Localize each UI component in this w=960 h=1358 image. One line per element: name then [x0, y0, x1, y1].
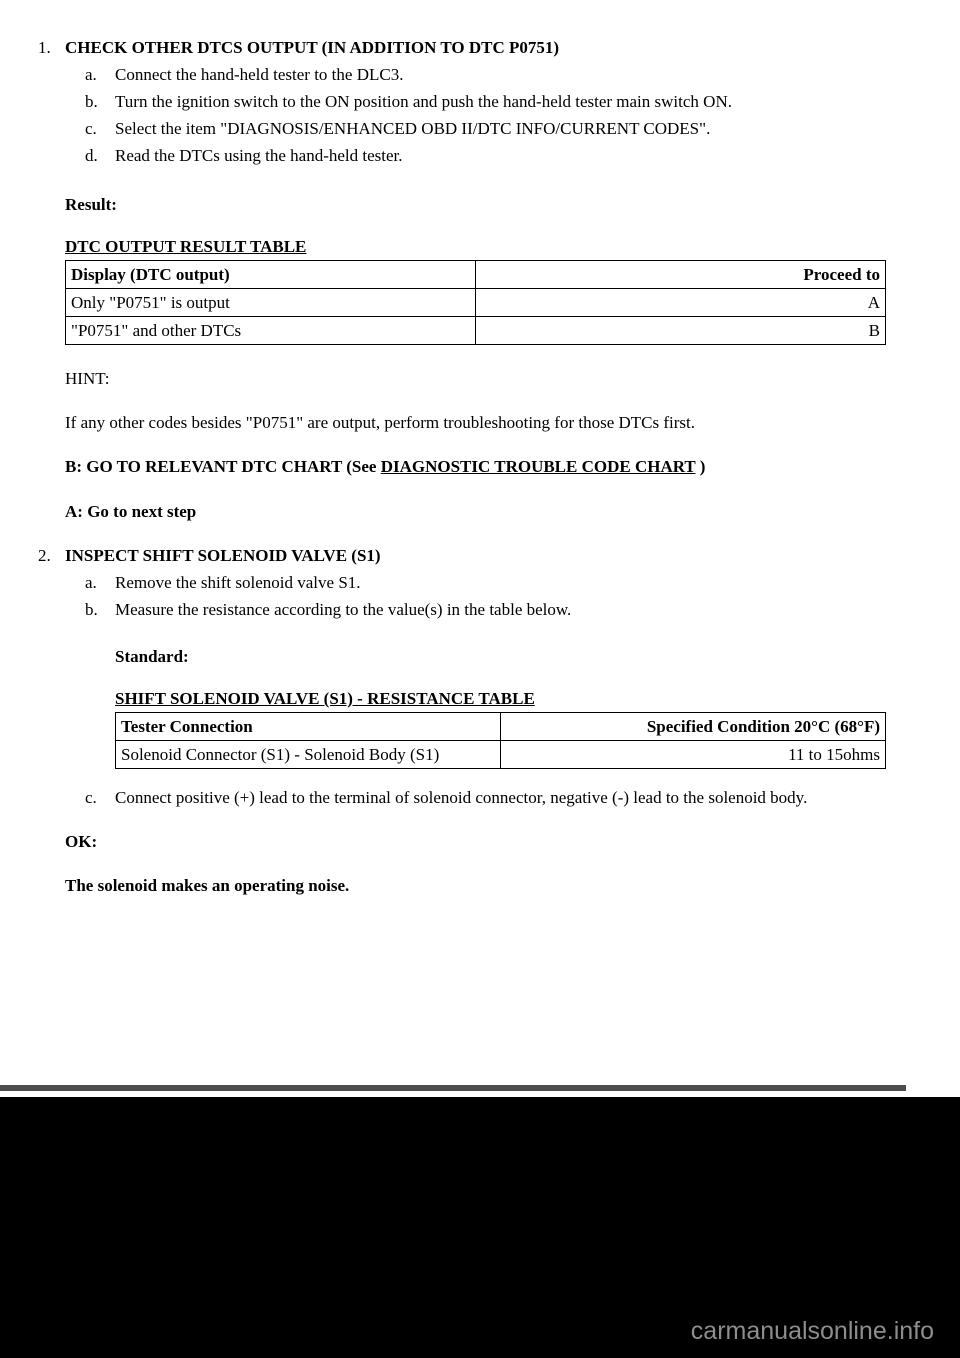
watermark-text: carmanualsonline.info	[690, 1317, 934, 1345]
substep-letter: d.	[85, 146, 98, 165]
step-1	[38, 34, 922, 525]
step-2-substeps	[38, 569, 922, 623]
ok-text: The solenoid makes an operating noise.	[65, 876, 350, 895]
substep-letter: c.	[85, 119, 97, 138]
header-specified-condition: Specified Condition 20°C (68°F)	[501, 713, 886, 741]
header-display-dtc-output: Display (DTC output)	[66, 261, 476, 289]
case-b-post: )	[695, 457, 706, 476]
dtc-table-title: DTC OUTPUT RESULT TABLE	[65, 237, 307, 256]
ok-label: OK:	[65, 832, 98, 851]
substep-2b	[85, 596, 922, 623]
table-header-row	[66, 261, 886, 289]
substep-1c	[85, 115, 922, 142]
cell-display: Only "P0751" is output	[66, 289, 476, 317]
resistance-table-title: SHIFT SOLENOID VALVE (S1) - RESISTANCE TABLE	[115, 689, 535, 708]
step-2-number: 2.	[38, 546, 51, 565]
substep-1a	[85, 61, 922, 88]
substep-letter: b.	[85, 600, 98, 619]
standard-label: Standard:	[115, 647, 189, 666]
page-divider-bar	[0, 1085, 906, 1091]
table-row	[116, 741, 886, 769]
substep-1b	[85, 88, 922, 115]
table-row	[66, 289, 886, 317]
substep-2a	[85, 569, 922, 596]
case-b-pre: B: GO TO RELEVANT DTC CHART (See	[65, 457, 381, 476]
substep-letter: a.	[85, 573, 97, 592]
result-label: Result:	[65, 195, 117, 214]
cell-connection: Solenoid Connector (S1) - Solenoid Body (S1)	[116, 741, 501, 769]
hint-text: If any other codes besides "P0751" are output, perform troubleshooting for those DTCs first.	[65, 413, 696, 432]
case-b-line	[65, 453, 922, 480]
table-header-row	[116, 713, 886, 741]
hint-label: HINT:	[65, 369, 110, 388]
step-1-title: CHECK OTHER DTCS OUTPUT (IN ADDITION TO DTC P0751)	[65, 38, 560, 57]
step-1-substeps	[38, 61, 922, 169]
table-row	[66, 317, 886, 345]
substep-2c	[85, 784, 922, 811]
step-1-number: 1.	[38, 38, 51, 57]
case-a-line: A: Go to next step	[65, 502, 197, 521]
substep-text: Measure the resistance according to the value(s) in the table below.	[115, 600, 572, 619]
substep-letter: b.	[85, 92, 98, 111]
substep-letter: c.	[85, 788, 97, 807]
substep-text: Turn the ignition switch to the ON position and push the hand-held tester main switch ON.	[115, 92, 732, 111]
substep-text: Select the item "DIAGNOSIS/ENHANCED OBD II/DTC INFO/CURRENT CODES".	[115, 119, 711, 138]
substep-text: Connect positive (+) lead to the terminal of solenoid connector, negative (-) lead to the solenoid body.	[115, 788, 808, 807]
substep-text: Connect the hand-held tester to the DLC3.	[115, 65, 404, 84]
substep-1d	[85, 142, 922, 169]
header-tester-connection: Tester Connection	[116, 713, 501, 741]
step-2	[38, 542, 922, 899]
cell-condition: 11 to 15ohms	[501, 741, 886, 769]
step-2-substep-c-wrap	[38, 784, 922, 811]
resistance-table	[115, 712, 886, 769]
dtc-output-result-table	[65, 260, 886, 345]
substep-letter: a.	[85, 65, 97, 84]
substep-text: Read the DTCs using the hand-held tester.	[115, 146, 403, 165]
dtc-chart-link[interactable]: DIAGNOSTIC TROUBLE CODE CHART	[380, 457, 696, 476]
cell-proceed: A	[476, 289, 886, 317]
bottom-black-area	[0, 1097, 960, 1358]
step-2-title: INSPECT SHIFT SOLENOID VALVE (S1)	[65, 546, 381, 565]
header-proceed-to: Proceed to	[476, 261, 886, 289]
cell-proceed: B	[476, 317, 886, 345]
substep-text: Remove the shift solenoid valve S1.	[115, 573, 361, 592]
cell-display: "P0751" and other DTCs	[66, 317, 476, 345]
